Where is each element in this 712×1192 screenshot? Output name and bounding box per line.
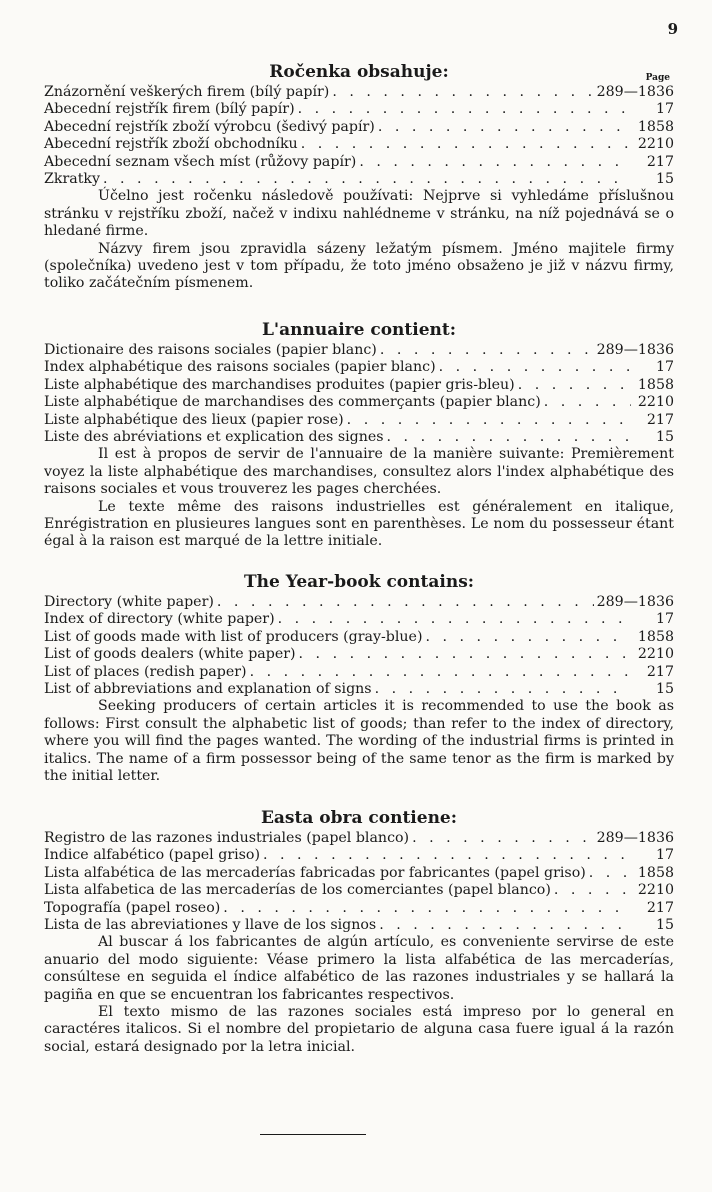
list-item: Registro de las razones industriales (papel blanco) . . . 289—1836	[44, 830, 674, 847]
list-item: List of places (redish paper) . . . 217	[44, 664, 674, 681]
contents-list	[44, 594, 674, 698]
list-item: Dictionaire des raisons sociales (papier blanc) . . . 289—1836	[44, 342, 674, 359]
paragraph: Účelno jest ročenku následově používati: Nejprve si vyhledáme příslušnou stránku v rejstříku zboží, načež v indixu nahlédneme v stránku, na níž pojednává se o hledané firme.	[44, 188, 674, 240]
section-title: The Year-book contains:	[243, 572, 475, 592]
section-french	[44, 318, 674, 551]
list-item: Indice alfabético (papel griso) . . . 17	[44, 847, 674, 864]
list-item: List of abbreviations and explanation of signs . . . 15	[44, 681, 674, 698]
paragraph: El texto mismo de las razones sociales está impreso por lo general en caractéres italicos. Si el nombre del propietario de alguna casa fuere igual á la razón social, estará designado por la letra inicial.	[44, 1003, 674, 1055]
section-title: Ročenka obsahuje: Page	[44, 60, 674, 84]
list-item: Index alphabétique des raisons sociales (papier blanc) . . . 17	[44, 359, 674, 376]
list-item: Topografía (papel roseo) . . . 217	[44, 900, 674, 917]
section-title: Easta obra contiene:	[260, 808, 458, 828]
paragraph: Il est à propos de servir de l'annuaire de la manière suivante: Premièrement voyez la liste alphabétique des marchandises, consultez alors l'index alphabétique des raisons sociales et vous trouverez les pages cherchées.	[44, 446, 674, 498]
section-title: L'annuaire contient:	[261, 320, 457, 340]
list-item: Abecední rejstřík zboží výrobcu (šedivý papír) . . . 1858	[44, 119, 674, 136]
section-czech	[44, 60, 674, 293]
list-item: Abecední seznam všech míst (růžovy papír) . . . 217	[44, 154, 674, 171]
page-column-label: Page	[645, 73, 670, 83]
closing-rule	[260, 1134, 366, 1135]
paragraph: Al buscar á los fabricantes de algún artículo, es conveniente servirse de este anuario del modo siguiente: Véase primero la lista alfabética de las mercaderías, consúltese en seguida el índice alfabético de las razones industriales y se hallará la pagiña en que se encuentran los fabricantes respectivos.	[44, 934, 674, 1003]
list-item: Abecední rejstřík firem (bílý papír) . . . 17	[44, 101, 674, 118]
list-item: Lista de las abreviationes y llave de los signos . . . 15	[44, 917, 674, 934]
list-item: Znázornění veškerých firem (bílý papír) . . . 289—1836	[44, 84, 674, 101]
list-item: Lista alfabetica de las mercaderías de los comerciantes (papel blanco) . . . 2210	[44, 882, 674, 899]
paragraph: Názvy firem jsou zpravidla sázeny ležatým písmem. Jméno majitele firmy (společníka) uvedeno jest v tom případu, že toto jméno obsaženo je již v názvu firmy, toliko začátečním písmenem.	[44, 240, 674, 292]
list-item: Index of directory (white paper) . . . 17	[44, 611, 674, 628]
list-item: Liste alphabétique des lieux (papier rose) . . . 217	[44, 412, 674, 429]
list-item: Abecední rejstřík zboží obchodníku . . . 2210	[44, 136, 674, 153]
list-item: Liste alphabétique des marchandises produites (papier gris-bleu) . . . 1858	[44, 377, 674, 394]
list-item: List of goods made with list of producers (gray-blue) . . . 1858	[44, 629, 674, 646]
paragraph: Seeking producers of certain articles it is recommended to use the book as follows: First consult the alphabetic list of goods; than refer to the index of directory, where you will find the pages wanted. The wording of the industrial firms is printed in italics. The name of a firm possessor being of the same tenor as the firm is marked by the initial letter.	[44, 698, 674, 784]
list-item: Liste des abréviations et explication des signes . . . 15	[44, 429, 674, 446]
section-english	[44, 570, 674, 785]
list-item: Zkratky . . . 15	[44, 171, 674, 188]
contents-list	[44, 830, 674, 934]
paragraph: Le texte même des raisons industrielles est généralement en italique, Enrégistration en plusieures langues sont en parenthèses. Le nom du possesseur étant égal à la raison est marqué de la lettre initiale.	[44, 498, 674, 550]
page-number: 9	[667, 20, 678, 38]
list-item: Directory (white paper) . . . 289—1836	[44, 594, 674, 611]
contents-list	[44, 342, 674, 446]
list-item: List of goods dealers (white paper) . . . 2210	[44, 646, 674, 663]
section-spanish	[44, 806, 674, 1056]
list-item: Lista alfabética de las mercaderías fabricadas por fabricantes (papel griso) . . . 1858	[44, 865, 674, 882]
list-item: Liste alphabétique de marchandises des commerçants (papier blanc) . . . 2210	[44, 394, 674, 411]
contents-list	[44, 84, 674, 188]
